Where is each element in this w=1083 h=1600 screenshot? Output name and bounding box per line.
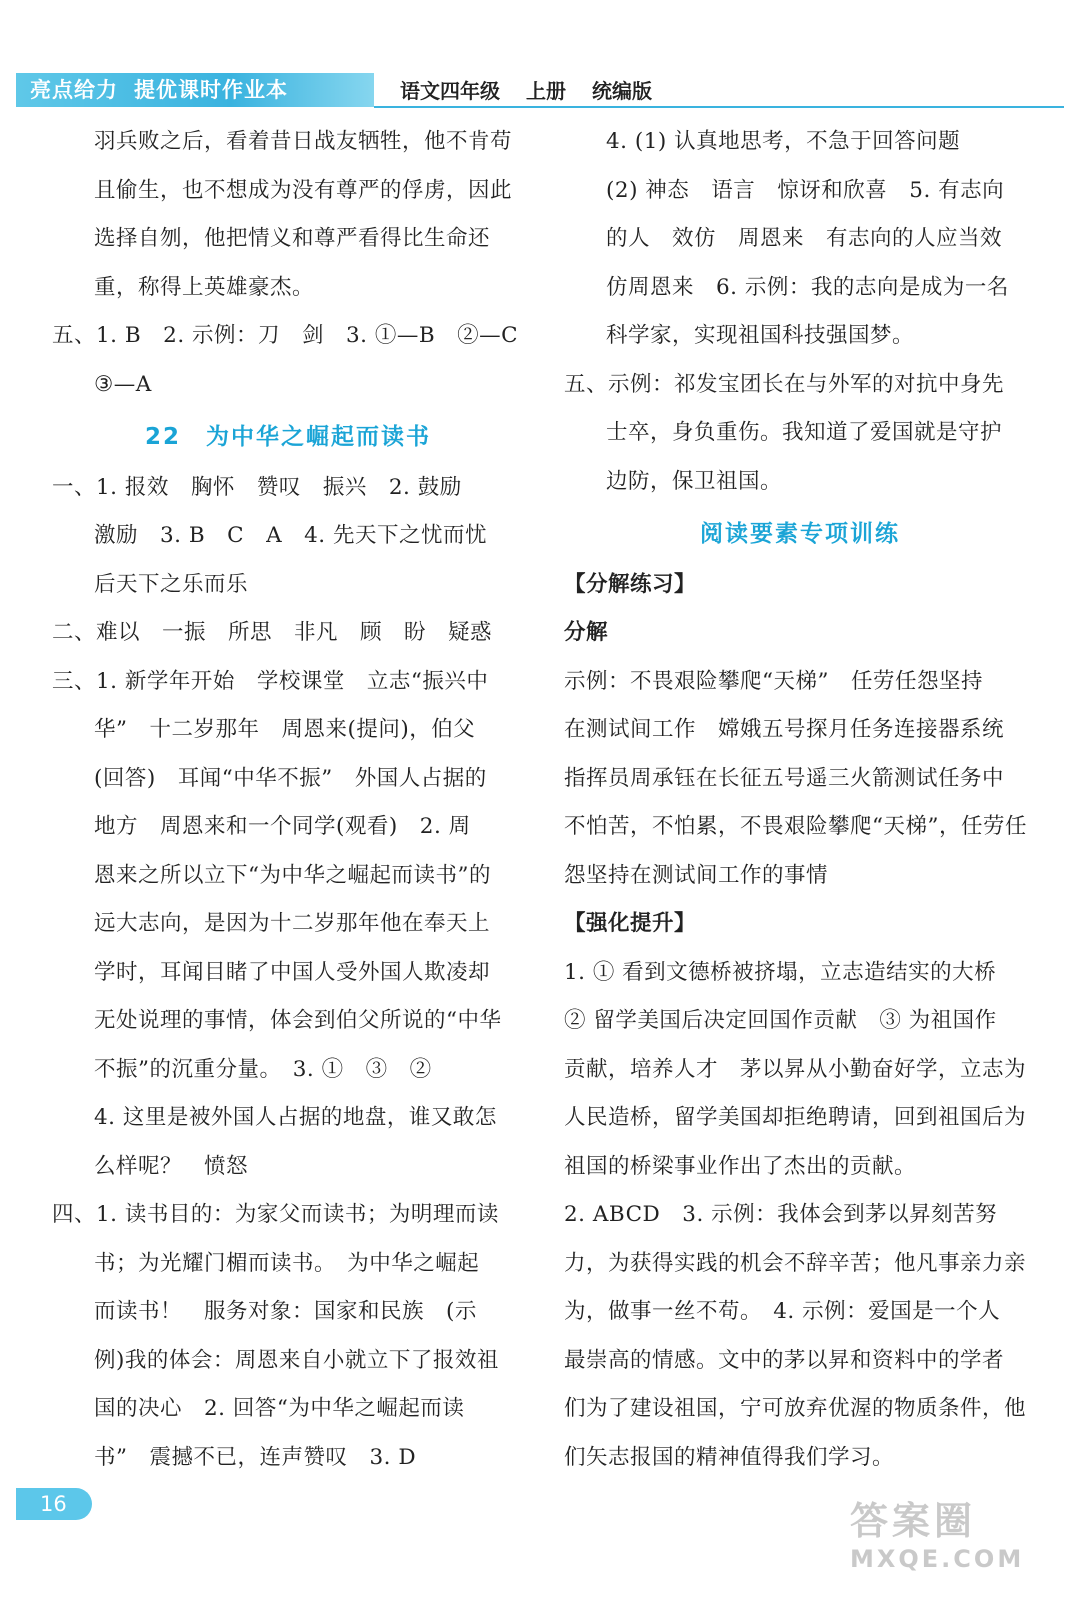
- answer-line: 4. 这里是被外国人占据的地盘，谁又敢怎: [94, 1105, 497, 1130]
- answer-line: 最崇高的情感。文中的茅以昇和资料中的学者: [564, 1347, 1005, 1373]
- answer-line: 1. ① 看到文德桥被挤塌，立志造结实的大桥: [564, 959, 997, 985]
- watermark-url: MXQE.COM: [850, 1545, 1025, 1573]
- answer-line: 而读书！ 服务对象：国家和民族 (示: [94, 1299, 477, 1324]
- answer-line: 华” 十二岁那年 周恩来(提问)，伯父: [94, 717, 476, 742]
- answer-line: 边防，保卫祖国。: [606, 468, 783, 494]
- answer-line: 书” 震撼不已，连声赞叹 3. D: [94, 1444, 417, 1470]
- volume: 上册: [526, 79, 566, 103]
- answer-line: 在测试间工作 嫦娥五号探月任务连接器系统: [564, 717, 1005, 742]
- answer-line: 科学家，实现祖国科技强国梦。: [606, 323, 915, 348]
- header-rule: [374, 106, 1064, 108]
- answer-line: 羽兵败之后，看着昔日战友牺牲，他不肯苟: [94, 129, 513, 154]
- section-title-reading-training: 阅读要素专项训练: [700, 521, 900, 547]
- answer-line: 激励 3. B C A 4. 先天下之忧而忧: [94, 523, 487, 548]
- answer-line: 五、1. B 2. 示例：刀 剑 3. ①—B ②—C: [52, 323, 519, 348]
- answer-line: 二、难以 一振 所思 非凡 顾 盼 疑惑: [52, 620, 493, 645]
- answer-line: 恩来之所以立下“为中华之崛起而读书”的: [94, 862, 491, 888]
- answer-line: 且偷生，也不想成为没有尊严的俘虏，因此: [94, 177, 513, 203]
- subheading: 【强化提升】: [564, 911, 697, 936]
- answer-line: 后天下之乐而乐: [94, 571, 249, 597]
- answer-line: ③—A: [94, 371, 152, 397]
- answer-line: 选择自刎，他把情义和尊严看得比生命还: [94, 226, 491, 251]
- answer-line: 们为了建设祖国，宁可放弃优渥的物质条件，他: [564, 1396, 1027, 1421]
- watermark-logo: [850, 1498, 1070, 1588]
- brand-banner: [16, 73, 374, 107]
- book-info: [400, 74, 678, 108]
- answer-line: 仿周恩来 6. 示例：我的志向是成为一名: [606, 274, 1009, 300]
- right-answer-block-2: [564, 561, 1036, 1483]
- answer-line: 五、示例：祁发宝团长在与外军的对抗中身先: [564, 371, 1005, 397]
- answer-line: 三、1. 新学年开始 学校课堂 立志“振兴中: [52, 668, 489, 694]
- answer-line: 么样呢？ 愤怒: [94, 1153, 249, 1179]
- answer-line: 例)我的体会：周恩来自小就立下了报效祖: [94, 1347, 499, 1373]
- answer-line: 士卒，身负重伤。我知道了爱国就是守护: [606, 420, 1003, 445]
- answer-line: 4. (1) 认真地思考，不急于回答问题: [606, 129, 961, 154]
- answer-line: 人民造桥，留学美国却拒绝聘请，回到祖国后为: [564, 1105, 1027, 1130]
- answer-line: 不怕苦，不怕累，不畏艰险攀爬“天梯”，任劳任: [564, 814, 1027, 839]
- subject-grade: 语文四年级: [400, 79, 500, 103]
- answer-line: 书；为光耀门楣而读书。 为中华之崛起: [94, 1250, 480, 1276]
- answer-line: 国的决心 2. 回答“为中华之崛起而读: [94, 1396, 465, 1421]
- page-number: 16: [16, 1488, 92, 1520]
- left-column: [52, 118, 524, 1482]
- answer-line: ② 留学美国后决定回国作贡献 ③ 为祖国作: [564, 1008, 997, 1033]
- right-column: [564, 118, 1036, 1482]
- answer-line: 示例：不畏艰险攀爬“天梯” 任劳任怨坚持: [564, 668, 983, 694]
- subheading: 【分解练习】: [564, 571, 697, 597]
- answer-line: 贡献，培养人才 茅以昇从小勤奋好学，立志为: [564, 1056, 1027, 1082]
- watermark-title: 答案圈: [850, 1499, 977, 1543]
- answer-line: 重，称得上英雄豪杰。: [94, 274, 315, 300]
- answer-line: 祖国的桥梁事业作出了杰出的贡献。: [564, 1153, 917, 1179]
- answer-line: 学时，耳闻目睹了中国人受外国人欺凌却: [94, 959, 491, 985]
- answer-line: (2) 神态 语言 惊讶和欣喜 5. 有志向: [606, 177, 1005, 203]
- answer-line: 远大志向，是因为十二岁那年他在奉天上: [94, 911, 491, 936]
- answer-line: 一、1. 报效 胸怀 赞叹 振兴 2. 鼓励: [52, 474, 462, 500]
- subheading: 分解: [564, 620, 609, 645]
- answer-line: 2. ABCD 3. 示例：我体会到茅以昇刻苦努: [564, 1202, 998, 1227]
- answer-line: 无处说理的事情，体会到伯父所说的“中华: [94, 1008, 502, 1033]
- section-title-lesson-22: 22 为中华之崛起而读书: [144, 424, 431, 450]
- answer-line: 们矢志报国的精神值得我们学习。: [564, 1444, 895, 1470]
- answer-line: 的人 效仿 周恩来 有志向的人应当效: [606, 226, 1003, 251]
- edition: 统编版: [592, 79, 652, 103]
- brand-subtitle: 提优课时作业本: [134, 78, 288, 102]
- right-answer-block: [564, 118, 1036, 506]
- page-header: [0, 70, 1083, 108]
- answer-line: 怨坚持在测试间工作的事情: [564, 862, 829, 888]
- answer-line: 指挥员周承钰在长征五号遥三火箭测试任务中: [564, 765, 1005, 791]
- left-answer-block-2: [52, 464, 524, 1483]
- answer-line: 地方 周恩来和一个同学(观看) 2. 周: [94, 814, 471, 839]
- answer-line: 不振”的沉重分量。 3. ① ③ ②: [94, 1056, 432, 1082]
- brand-name: 亮点给力: [30, 78, 118, 102]
- left-answer-block: [52, 118, 524, 409]
- answer-line: 力，为获得实践的机会不辞辛苦；他凡事亲力亲: [564, 1250, 1027, 1276]
- answer-line: 四、1. 读书目的：为家父而读书；为明理而读: [52, 1202, 499, 1227]
- answer-line: (回答) 耳闻“中华不振” 外国人占据的: [94, 765, 487, 791]
- answer-line: 为，做事一丝不苟。 4. 示例：爱国是一个人: [564, 1299, 1001, 1324]
